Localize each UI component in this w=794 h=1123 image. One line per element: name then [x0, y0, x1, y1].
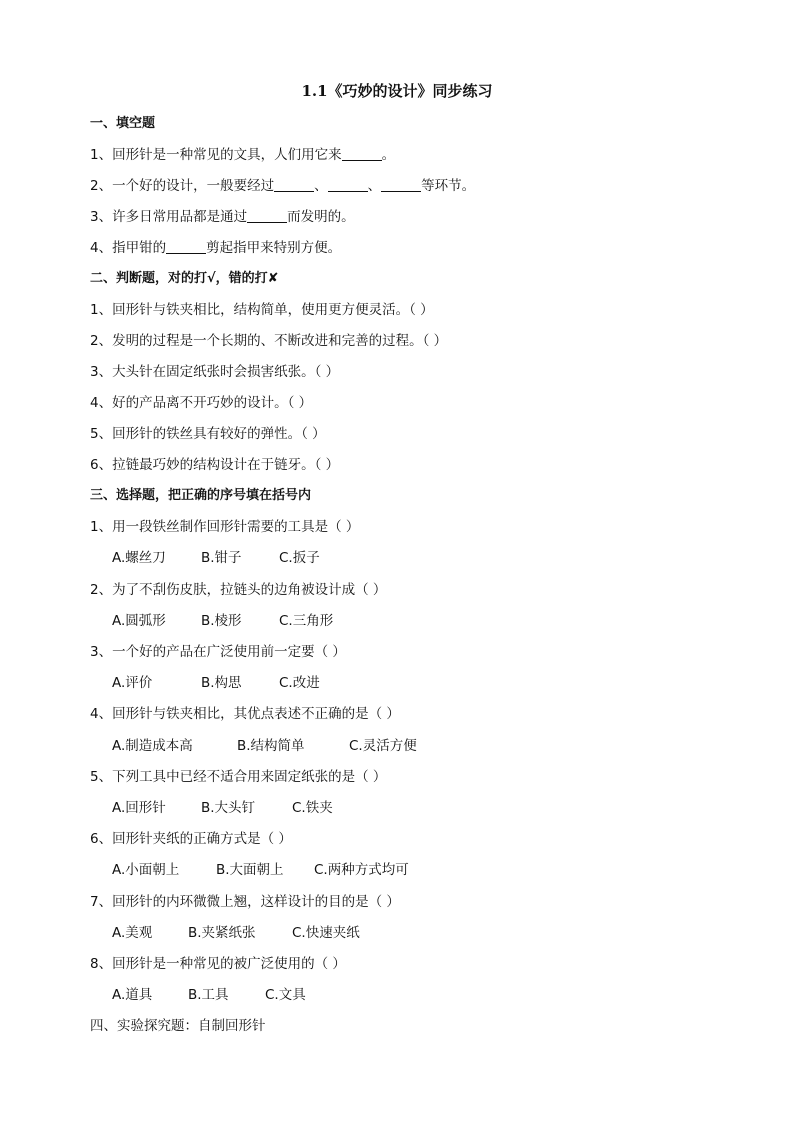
judge-question-2: 2、发明的过程是一个长期的、不断改进和完善的过程。（ ）	[90, 333, 448, 349]
option-b: B.结构简单	[237, 738, 305, 754]
fill-question-2	[90, 176, 770, 196]
answer-blank	[328, 177, 368, 192]
section-true-false-heading: 二、判断题，对的打√，错的打✘	[90, 271, 279, 286]
choice-question-2: 2、为了不刮伤皮肤，拉链头的边角被设计成（ ）	[90, 582, 387, 598]
question-text: 。	[381, 147, 396, 163]
choice-question-1: 1、用一段铁丝制作回形针需要的工具是（ ）	[90, 519, 360, 535]
fill-question-3	[90, 207, 770, 227]
question-text: 4、指甲钳的	[90, 240, 167, 256]
question-text: 、	[367, 178, 382, 194]
option-a: A.小面朝上	[112, 862, 180, 878]
option-a: A.圆弧形	[112, 613, 166, 629]
question-text: 3、许多日常用品都是通过	[90, 209, 248, 225]
option-b: B.大面朝上	[216, 862, 284, 878]
judge-question-3: 3、大头针在固定纸张时会损害纸张。（ ）	[90, 364, 340, 380]
option-a: A.制造成本高	[112, 738, 193, 754]
choice-question-3: 3、一个好的产品在广泛使用前一定要（ ）	[90, 644, 346, 660]
question-text: 2、一个好的设计，一般要经过	[90, 178, 275, 194]
section-experiment-heading: 四、实验探究题：自制回形针	[90, 1018, 266, 1034]
page-title: 1.1《巧妙的设计》同步练习	[301, 82, 493, 100]
option-c: C.文具	[265, 987, 306, 1003]
option-b: B.夹紧纸张	[188, 925, 256, 941]
option-b: B.工具	[188, 987, 229, 1003]
judge-question-4: 4、好的产品离不开巧妙的设计。（ ）	[90, 395, 313, 411]
choice-options-4	[112, 736, 792, 756]
option-b: B.大头钉	[201, 800, 256, 816]
judge-question-1: 1、回形针与铁夹相比，结构简单，使用更方便灵活。（ ）	[90, 302, 434, 318]
fill-question-1	[90, 145, 770, 165]
option-b: B.钳子	[201, 550, 242, 566]
question-text: 而发明的。	[287, 209, 355, 225]
option-a: A.回形针	[112, 800, 166, 816]
answer-blank	[342, 146, 382, 161]
option-c: C.改进	[279, 675, 320, 691]
question-text: 等环节。	[421, 178, 476, 194]
section-fill-blank-heading: 一、填空题	[90, 116, 156, 131]
option-c: C.两种方式均可	[314, 862, 409, 878]
fill-question-4	[90, 238, 770, 258]
choice-options-5	[112, 798, 792, 818]
section-choice-heading: 三、选择题，把正确的序号填在括号内	[90, 488, 312, 503]
option-a: A.螺丝刀	[112, 550, 166, 566]
judge-question-6: 6、拉链最巧妙的结构设计在于链牙。（ ）	[90, 457, 340, 473]
choice-question-5: 5、下列工具中已经不适合用来固定纸张的是（ ）	[90, 769, 387, 785]
option-c: C.快速夹纸	[292, 925, 360, 941]
choice-options-8	[112, 985, 792, 1005]
option-a: A.美观	[112, 925, 153, 941]
option-c: C.灵活方便	[349, 738, 417, 754]
choice-question-7: 7、回形针的内环微微上翘，这样设计的目的是（ ）	[90, 894, 400, 910]
choice-options-3	[112, 673, 792, 693]
option-c: C.三角形	[279, 613, 334, 629]
option-a: A.评价	[112, 675, 153, 691]
option-b: B.棱形	[201, 613, 242, 629]
choice-options-6	[112, 860, 792, 880]
judge-question-5: 5、回形针的铁丝具有较好的弹性。（ ）	[90, 426, 326, 442]
question-text: 、	[314, 178, 328, 194]
option-c: C.铁夹	[292, 800, 333, 816]
answer-blank	[166, 239, 206, 254]
choice-options-2	[112, 611, 792, 631]
option-a: A.道具	[112, 987, 153, 1003]
choice-question-4: 4、回形针与铁夹相比，其优点表述不正确的是（ ）	[90, 706, 400, 722]
choice-options-7	[112, 923, 792, 943]
answer-blank	[247, 208, 287, 223]
option-b: B.构思	[201, 675, 242, 691]
choice-options-1	[112, 548, 792, 568]
option-c: C.扳子	[279, 550, 320, 566]
question-text: 剪起指甲来特别方便。	[206, 240, 342, 256]
question-text: 1、回形针是一种常见的文具，人们用它来	[90, 147, 342, 163]
choice-question-8: 8、回形针是一种常见的被广泛使用的（ ）	[90, 956, 346, 972]
answer-blank	[274, 177, 314, 192]
choice-question-6: 6、回形针夹纸的正确方式是（ ）	[90, 831, 292, 847]
answer-blank	[381, 177, 421, 192]
